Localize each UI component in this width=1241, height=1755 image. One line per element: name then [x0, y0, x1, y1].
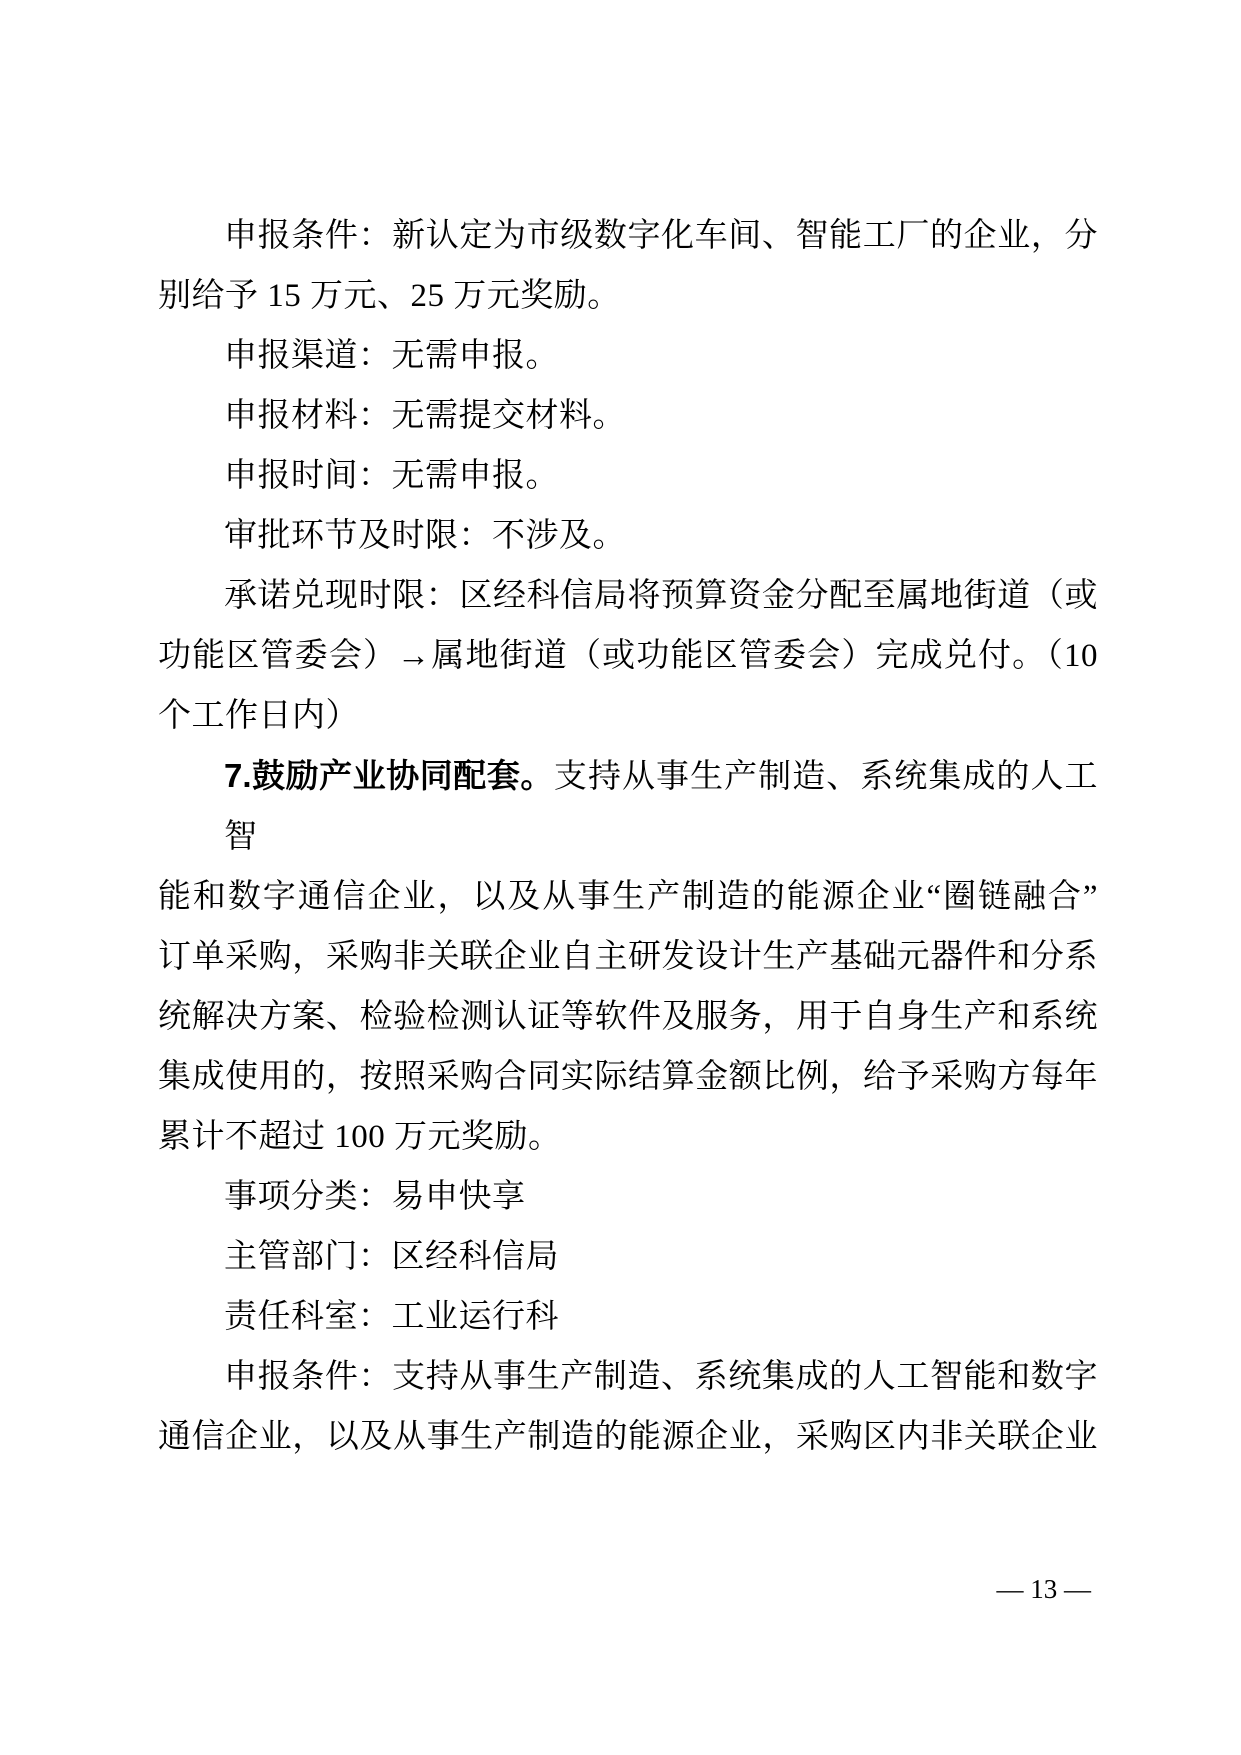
text-line [158, 1407, 1098, 1467]
text-run: 统解决方案、检验检测认证等软件及服务，用于自身生产和系统 [158, 999, 1098, 1035]
page-number-footer: — 13 — [996, 1574, 1091, 1604]
text-line [158, 566, 1098, 626]
text-run: 申报渠道：无需申报。 [224, 338, 559, 374]
text-run: 申报条件：支持从事生产制造、系统集成的人工智能和数字 [224, 1359, 1098, 1395]
text-line [158, 1167, 1098, 1227]
text-line [158, 266, 1098, 326]
text-run: 主管部门：区经科信局 [224, 1239, 559, 1275]
text-line [158, 746, 1098, 867]
text-run: 功能区管委会）→属地街道（或功能区管委会）完成兑付。（10 [158, 638, 1098, 674]
text-run: 责任科室：工业运行科 [224, 1299, 559, 1335]
text-line [158, 446, 1098, 506]
text-run: 累计不超过 100 万元奖励。 [158, 1119, 562, 1155]
document-content [158, 206, 1098, 1467]
text-line [158, 206, 1098, 266]
text-run: 事项分类：易申快享 [224, 1179, 526, 1215]
text-run: 申报条件：新认定为市级数字化车间、智能工厂的企业，分 [224, 218, 1098, 254]
text-line [158, 867, 1098, 927]
text-line [158, 927, 1098, 987]
text-line [158, 1047, 1098, 1107]
section-heading: 7.鼓励产业协同配套。 [224, 757, 554, 794]
text-run: 审批环节及时限：不涉及。 [224, 518, 626, 554]
text-line [158, 626, 1098, 686]
text-run: 别给予 15 万元、25 万元奖励。 [158, 278, 621, 314]
text-run: 支持从事生产制造、系统集成的人工智 [224, 759, 1099, 855]
text-line [158, 1107, 1098, 1167]
text-line [158, 506, 1098, 566]
text-line [158, 686, 1098, 746]
text-run: 订单采购，采购非关联企业自主研发设计生产基础元器件和分系 [158, 939, 1098, 975]
text-line [158, 326, 1098, 386]
text-line [158, 386, 1098, 446]
text-line [158, 987, 1098, 1047]
text-run: 申报时间：无需申报。 [224, 458, 559, 494]
text-run: 通信企业，以及从事生产制造的能源企业，采购区内非关联企业 [158, 1419, 1098, 1455]
text-run: 能和数字通信企业，以及从事生产制造的能源企业“圈链融合” [158, 879, 1098, 915]
text-run: 集成使用的，按照采购合同实际结算金额比例，给予采购方每年 [158, 1059, 1098, 1095]
text-line [158, 1227, 1098, 1287]
text-run: 申报材料：无需提交材料。 [224, 398, 626, 434]
text-run: 个工作日内） [158, 698, 359, 734]
text-run: 承诺兑现时限：区经科信局将预算资金分配至属地街道（或 [224, 578, 1098, 614]
text-line [158, 1347, 1098, 1407]
text-line [158, 1287, 1098, 1347]
